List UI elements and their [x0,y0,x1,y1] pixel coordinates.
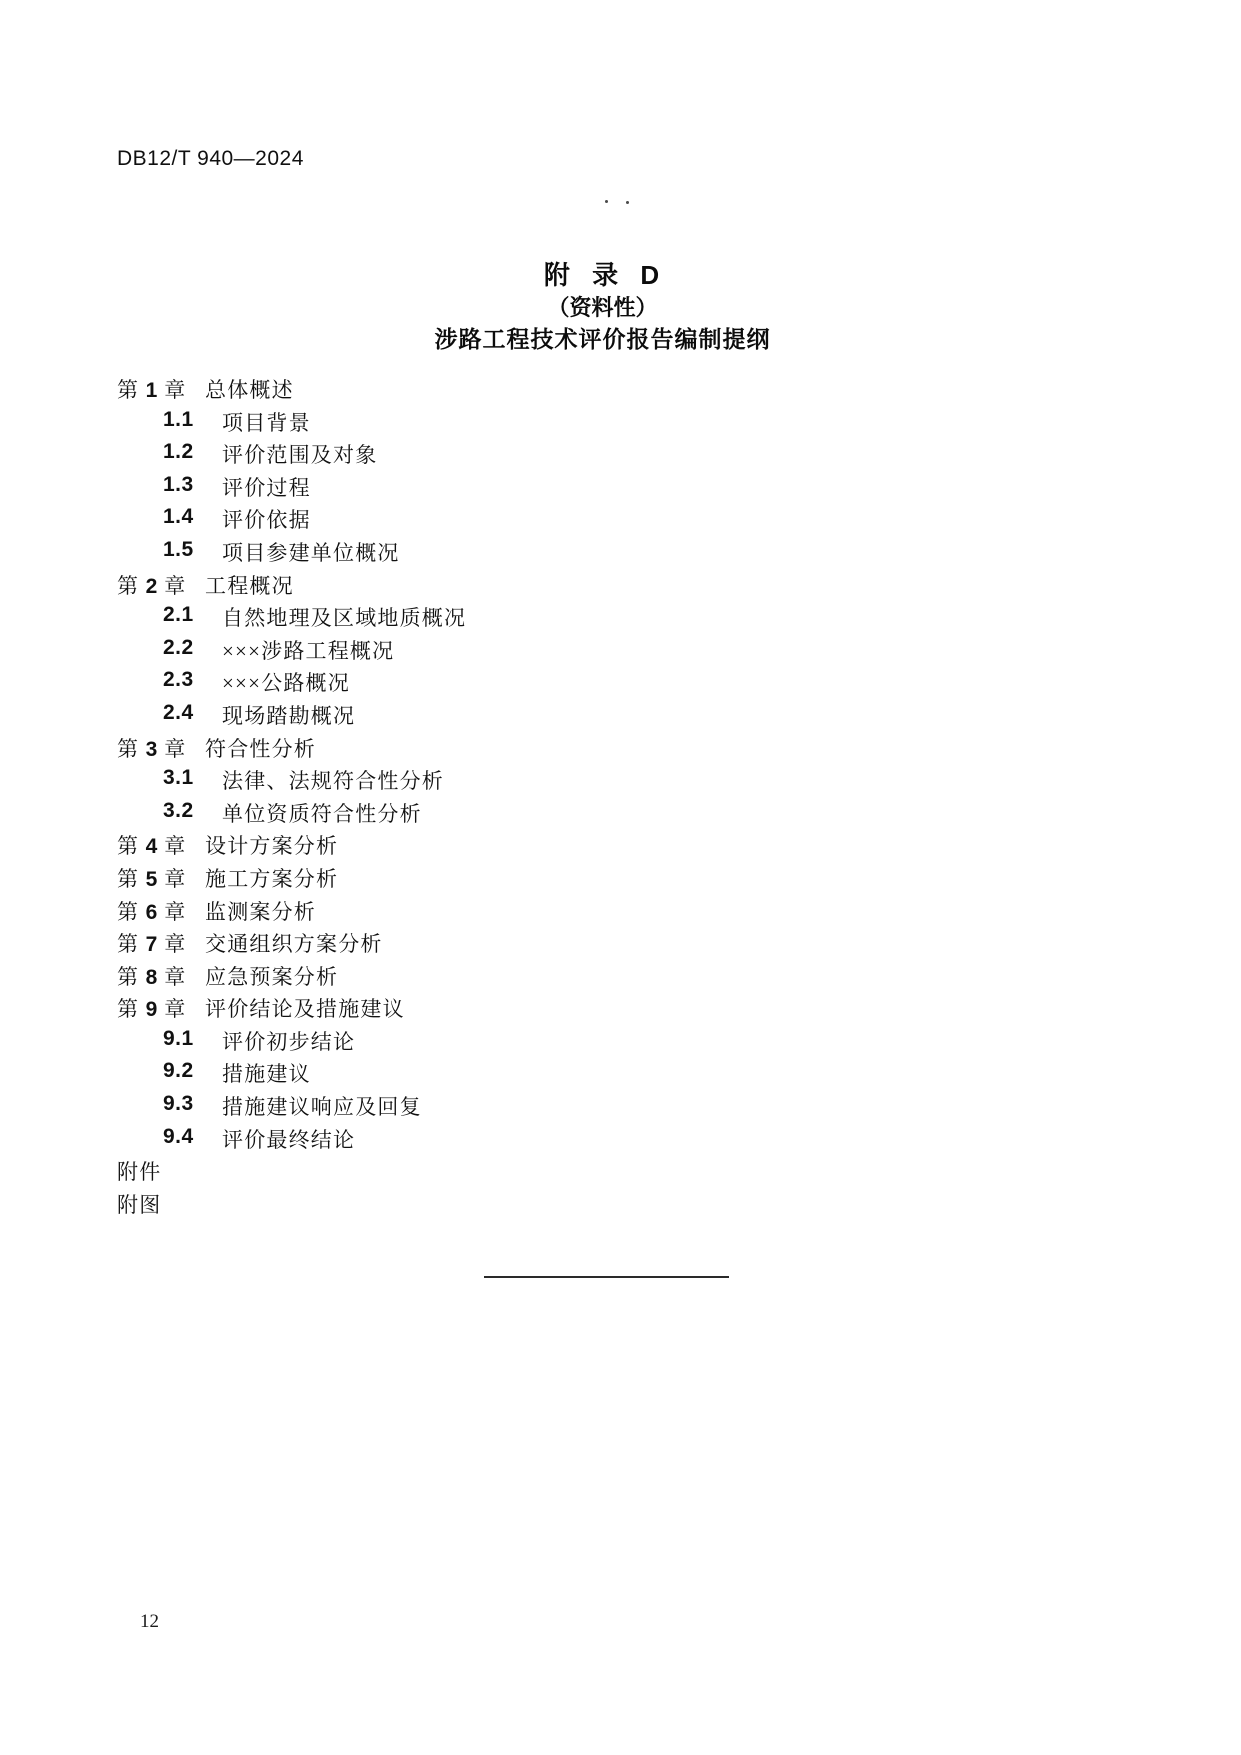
outline-item-number: 1.1 [163,407,194,431]
outline-row [117,600,1017,633]
outline-item-number: 第 6 章 [117,899,187,924]
outline-item-number: 第 8 章 [117,964,187,989]
appendix-heading: 附 录 D [543,260,662,290]
outline-row [117,535,1017,568]
outline-item-label: 项目参建单位概况 [222,540,400,565]
end-of-text-rule [484,1276,729,1278]
outline-row [117,1056,1017,1089]
outline-item-label: 评价初步结论 [222,1029,356,1054]
outline-item-label: 自然地理及区域地质概况 [222,606,467,631]
outline-row [117,1187,1017,1220]
outline-row [117,372,1017,405]
outline-item-number: 第 1 章 [117,378,187,402]
outline-row [117,926,1017,959]
outline-item-label: ×××涉路工程概况 [222,638,395,663]
outline-row [117,1154,1017,1187]
outline-item-number: 第 9 章 [117,997,187,1022]
outline-row [117,665,1017,698]
outline-item-number: 2.4 [163,700,194,724]
outline-item-label: 法律、法规符合性分析 [222,769,444,794]
outline-row [117,1089,1017,1122]
outline-item-number: 3.2 [163,798,194,822]
outline-item-label: ×××公路概况 [222,671,350,696]
outline-item-number: 1.2 [163,440,194,464]
outline-item-number: 9.1 [163,1026,194,1050]
outline-item-number: 第 2 章 [117,573,187,598]
stray-dot [626,201,629,204]
outline-item-label: 措施建议响应及回复 [222,1095,422,1120]
appendix-subtitle: 涉路工程技术评价报告编制提纲 [434,326,771,352]
outline-row [117,633,1017,666]
outline-item-number: 9.3 [163,1092,194,1116]
outline-item-label: 总体概述 [205,378,294,402]
outline-item-label: 评价过程 [222,475,311,500]
outline-item-label: 交通组织方案分析 [205,932,383,957]
outline-item-label: 评价最终结论 [222,1127,356,1152]
outline-list [117,372,1017,1219]
outline-item-label: 工程概况 [205,573,294,598]
outline-row [117,828,1017,861]
outline-row [117,763,1017,796]
outline-item-label: 评价范围及对象 [222,443,378,468]
outline-item-number: 3.1 [163,766,194,790]
outline-item-label: 评价结论及措施建议 [205,997,405,1022]
outline-item-label: 监测案分析 [205,899,316,924]
outline-item-number: 9.4 [163,1124,194,1148]
outline-item-label: 措施建议 [222,1062,311,1087]
outline-row [117,796,1017,829]
outline-item-label: 应急预案分析 [205,964,339,989]
outline-row [117,991,1017,1024]
appendix-title-block [0,260,1205,355]
outline-row [117,405,1017,438]
outline-item-label: 符合性分析 [205,736,316,761]
outline-item-number: 1.5 [163,537,194,561]
outline-item-label: 附件 [117,1160,162,1185]
outline-row [117,1024,1017,1057]
standard-code-header: DB12/T 940—2024 [117,147,304,170]
outline-item-number: 第 5 章 [117,866,187,891]
outline-item-number: 1.3 [163,472,194,496]
outline-item-number: 2.2 [163,635,194,659]
outline-row [117,437,1017,470]
outline-row [117,894,1017,927]
outline-row [117,731,1017,764]
outline-row [117,698,1017,731]
outline-row [117,502,1017,535]
outline-item-number: 第 4 章 [117,834,187,859]
outline-item-number: 9.2 [163,1059,194,1083]
outline-item-number: 2.3 [163,668,194,692]
outline-item-label: 施工方案分析 [205,866,339,891]
outline-item-label: 评价依据 [222,508,311,533]
outline-row [117,1122,1017,1155]
outline-item-label: 项目背景 [222,410,311,435]
outline-item-number: 第 7 章 [117,932,187,957]
outline-item-label: 现场踏勘概况 [222,703,356,728]
outline-item-number: 2.1 [163,603,194,627]
outline-row [117,959,1017,992]
outline-item-label: 设计方案分析 [205,834,339,859]
outline-item-label: 附图 [117,1192,162,1217]
outline-row [117,861,1017,894]
stray-dot [605,200,608,203]
appendix-normative-type: （资料性） [547,295,658,320]
outline-row [117,470,1017,503]
outline-row [117,568,1017,601]
page-number: 12 [140,1611,159,1632]
outline-item-label: 单位资质符合性分析 [222,801,422,826]
outline-item-number: 第 3 章 [117,736,187,761]
outline-item-number: 1.4 [163,505,194,529]
